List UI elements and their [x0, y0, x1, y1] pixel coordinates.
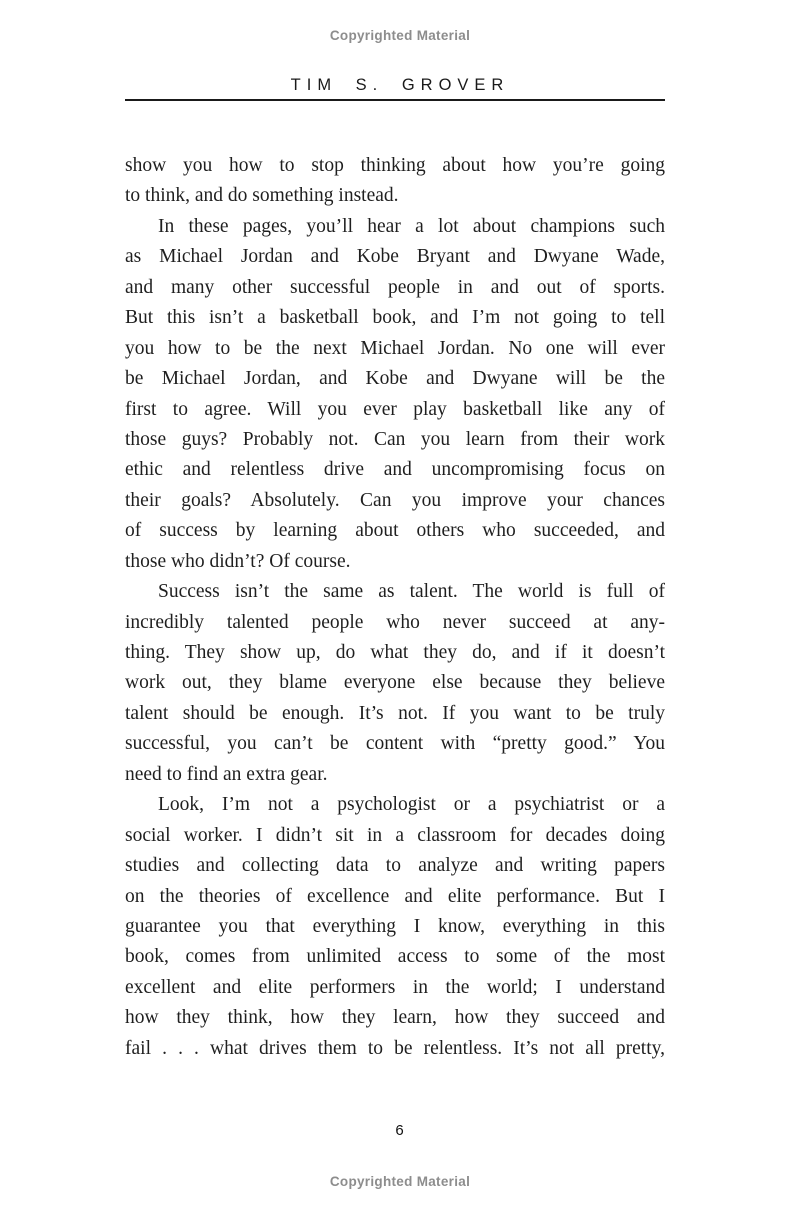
text-line: work out, they blame everyone else because they believe — [125, 672, 665, 694]
text-line: be Michael Jordan, and Kobe and Dwyane will be the — [125, 368, 665, 390]
text-line: guarantee you that everything I know, everything in this — [125, 915, 665, 937]
text-line: incredibly talented people who never succeed at any- — [125, 611, 665, 633]
text-line: need to find an extra gear. — [125, 763, 328, 785]
text-line: social worker. I didn’t sit in a classroom for decades doing — [125, 824, 665, 846]
paragraph — [125, 577, 665, 790]
text-line: those who didn’t? Of course. — [125, 550, 351, 572]
text-line: Look, I’m not a psychologist or a psychiatrist or a — [158, 794, 665, 816]
text-line: first to agree. Will you ever play basketball like any of — [125, 398, 665, 420]
text-line: ethic and relentless drive and uncompromising focus on — [125, 459, 665, 481]
paragraph — [125, 790, 665, 1064]
page-number: 6 — [395, 1122, 405, 1139]
text-line: studies and collecting data to analyze and writing papers — [125, 855, 665, 877]
text-line: But this isn’t a basketball book, and I’m not going to tell — [125, 307, 665, 329]
text-line: thing. They show up, do what they do, and if it doesn’t — [125, 642, 665, 663]
text-line: excellent and elite performers in the world; I understand — [125, 976, 665, 998]
paragraph — [125, 212, 665, 577]
text-line: of success by learning about others who succeeded, and — [125, 520, 665, 542]
text-line: on the theories of excellence and elite performance. But I — [125, 885, 665, 907]
copyright-bottom-label: Copyrighted Material — [329, 1174, 471, 1189]
text-line: fail . . . what drives them to be relentless. It’s not all pretty, — [125, 1037, 665, 1059]
text-line: Success isn’t the same as talent. The world is full of — [158, 581, 665, 603]
text-line: how they think, how they learn, how they succeed and — [125, 1007, 665, 1029]
text-line: show you how to stop thinking about how you’re going — [125, 155, 665, 176]
text-line: successful, you can’t be content with “pretty good.” You — [125, 733, 665, 755]
text-line: as Michael Jordan and Kobe Bryant and Dwyane Wade, — [125, 246, 665, 268]
text-line: their goals? Absolutely. Can you improve your chances — [125, 489, 665, 511]
text-line: talent should be enough. It’s not. If you want to be truly — [125, 702, 665, 724]
text-line: you how to be the next Michael Jordan. No one will ever — [125, 337, 665, 359]
text-line: and many other successful people in and out of sports. — [125, 276, 665, 298]
author-header: TIM S. GROVER — [290, 76, 510, 94]
text-line: In these pages, you’ll hear a lot about champions such — [158, 215, 665, 237]
text-line: book, comes from unlimited access to some of the most — [125, 946, 665, 968]
header-rule — [125, 99, 665, 101]
paragraph — [125, 151, 665, 212]
text-line: those guys? Probably not. Can you learn from their work — [125, 428, 665, 450]
copyright-top-label: Copyrighted Material — [329, 28, 471, 43]
text-line: to think, and do something instead. — [125, 185, 399, 207]
body-text — [125, 151, 665, 1064]
